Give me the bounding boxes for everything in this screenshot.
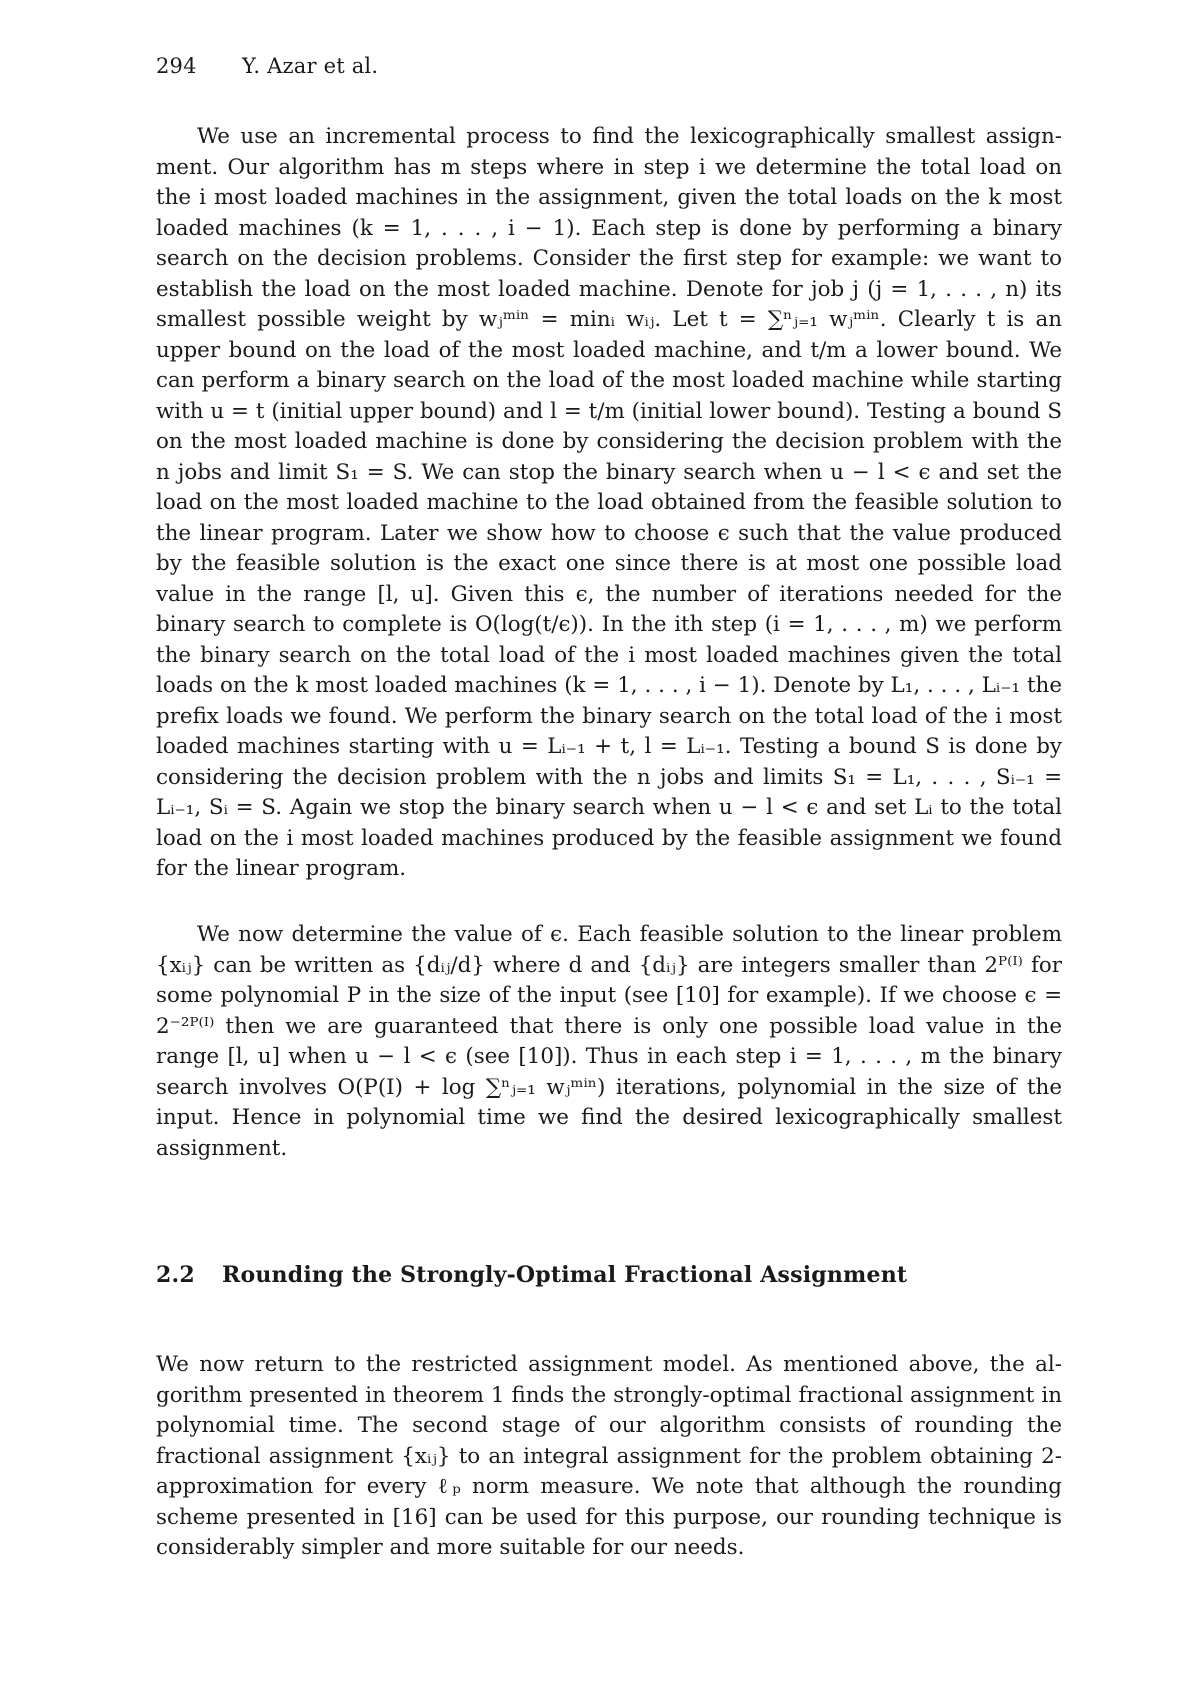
- running-head-authors: Y. Azar et al.: [242, 54, 379, 78]
- paragraph-incremental-process: [156, 122, 1062, 885]
- section-number: 2.2: [156, 1262, 195, 1288]
- paragraph-text: We now return to the restricted assignment model. As mentioned above, the algorithm presented in theorem 1 finds the strongly-optimal fractional assignment in polynomial time. The second stage of our algorithm consists of rounding the fractional assignment {xᵢⱼ} to an integral assignment for the problem obtaining 2-approximation for every ℓₚ norm measure. We note that although the rounding scheme presented in [16] can be used for this purpose, our rounding technique is considerably simpler and more suitable for our needs.: [156, 1352, 1062, 1560]
- page-number: 294: [156, 54, 197, 78]
- paragraph-rounding-intro: [156, 1350, 1062, 1564]
- section-title: Rounding the Strongly-Optimal Fractional Assignment: [222, 1262, 908, 1288]
- running-head: [156, 54, 378, 78]
- paragraph-text: We now determine the value of ϵ. Each feasible solution to the linear problem {xᵢⱼ} can be written as {dᵢⱼ/d} where d and {dᵢⱼ} are integers smaller than 2ᴾ⁽ᴵ⁾ for some polynomial P in the size of the input (see [10] for example). If we choose ϵ = 2⁻²ᴾ⁽ᴵ⁾ then we are guaranteed that there is only one possible load value in the range [l, u] when u − l < ϵ (see [10]). Thus in each step i = 1, . . . , m the binary search involves O(P(I) + log ∑ⁿⱼ₌₁ wⱼᵐⁱⁿ) iterations, polynomial in the size of the input. Hence in polynomial time we find the desired lexicographically smallest assignment.: [156, 922, 1062, 1161]
- section-heading: [156, 1262, 907, 1288]
- paragraph-text: We use an incremental process to find the lexicographically smallest assignment. Our algorithm has m steps where in step i we determine the total load on the i most loaded machines in the assignment, given the total loads on the k most loaded machines (k = 1, . . . , i − 1). Each step is done by performing a binary search on the decision problems. Consider the first step for example: we want to establish the load on the most loaded machine. Denote for job j (j = 1, . . . , n) its smallest possible weight by wⱼᵐⁱⁿ = minᵢ wᵢⱼ. Let t = ∑ⁿⱼ₌₁ wⱼᵐⁱⁿ. Clearly t is an upper bound on the load of the most loaded machine, and t/m a lower bound. We can perform a binary search on the load of the most loaded machine while starting with u = t (initial upper bound) and l = t/m (initial lower bound). Testing a bound S on the most loaded machine is done by considering the decision problem with the n jobs and limit S₁ = S. We can stop the binary search when u − l < ϵ and set the load on the most loaded machine to the load obtained from the feasible solution to the linear program. Later we show how to choose ϵ such that the value produced by the feasible solution is the exact one since there is at most one possible load value in the range [l, u]. Given this ϵ, the number of iterations needed for the binary search to complete is O(log(t/ϵ)). In the ith step (i = 1, . . . , m) we perform the binary search on the total load of the i most loaded machines given the total loads on the k most loaded machines (k = 1, . . . , i − 1). Denote by L₁, . . . , Lᵢ₋₁ the prefix loads we found. We perform the binary search on the total load of the i most loaded machines starting with u = Lᵢ₋₁ + t, l = Lᵢ₋₁. Testing a bound S is done by considering the decision problem with the n jobs and limits S₁ = L₁, . . . , Sᵢ₋₁ = Lᵢ₋₁, Sᵢ = S. Again we stop the binary search when u − l < ϵ and set Lᵢ to the total load on the i most loaded machines produced by the feasible assignment we found for the linear program.: [156, 124, 1062, 881]
- paragraph-epsilon-value: [156, 920, 1062, 1164]
